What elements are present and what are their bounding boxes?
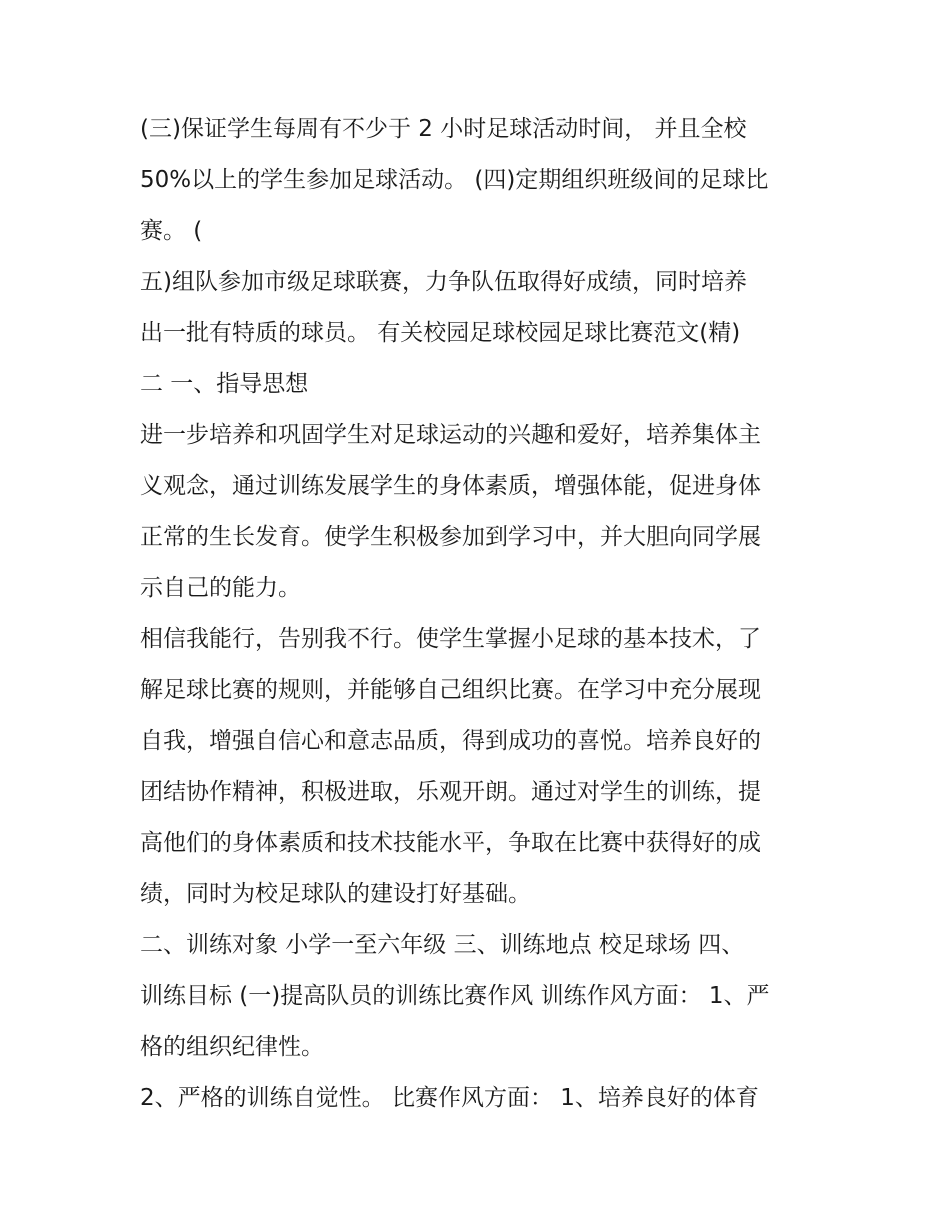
section-heading: 二 一、指导思想 [140,371,309,397]
text-line: 2、严格的训练自觉性。 比赛作风方面： 1、培养良好的体育 [140,1085,759,1111]
text-line: 正常的生长发育。使学生积极参加到学习中，并大胆向同学展 [140,524,761,550]
text-line: 五)组队参加市级足球联赛，力争队伍取得好成绩，同时培养 [140,269,747,295]
text-line: 绩，同时为校足球队的建设打好基础。 [140,881,531,907]
text-line: 解足球比赛的规则，并能够自己组织比赛。在学习中充分展现 [140,677,761,703]
text-line: 义观念，通过训练发展学生的身体素质，增强体能，促进身体 [140,473,761,499]
text-line: 格的组织纪律性。 [140,1034,324,1060]
text-line: 示自己的能力。 [140,575,301,601]
text-line: 二、训练对象 小学一至六年级 三、训练地点 校足球场 四、 [140,932,745,958]
text-line: 进一步培养和巩固学生对足球运动的兴趣和爱好，培养集体主 [140,422,761,448]
text-line: 高他们的身体素质和技术技能水平，争取在比赛中获得好的成 [140,830,761,856]
text-line: 团结协作精神，积极进取，乐观开朗。通过对学生的训练，提 [140,779,761,805]
text-line: 相信我能行，告别我不行。使学生掌握小足球的基本技术，了 [140,626,761,652]
text-line: 50%以上的学生参加足球活动。 (四)定期组织班级间的足球比 [140,167,769,193]
text-line: 出一批有特质的球员。 有关校园足球校园足球比赛范文(精) [140,320,741,346]
text-line: (三)保证学生每周有不少于 2 小时足球活动时间， 并且全校 [140,116,747,142]
text-line: 自我，增强自信心和意志品质，得到成功的喜悦。培养良好的 [140,728,761,754]
text-line: 训练目标 (一)提高队员的训练比赛作风 训练作风方面： 1、严 [140,983,770,1009]
text-line: 赛。 ( [140,218,203,244]
